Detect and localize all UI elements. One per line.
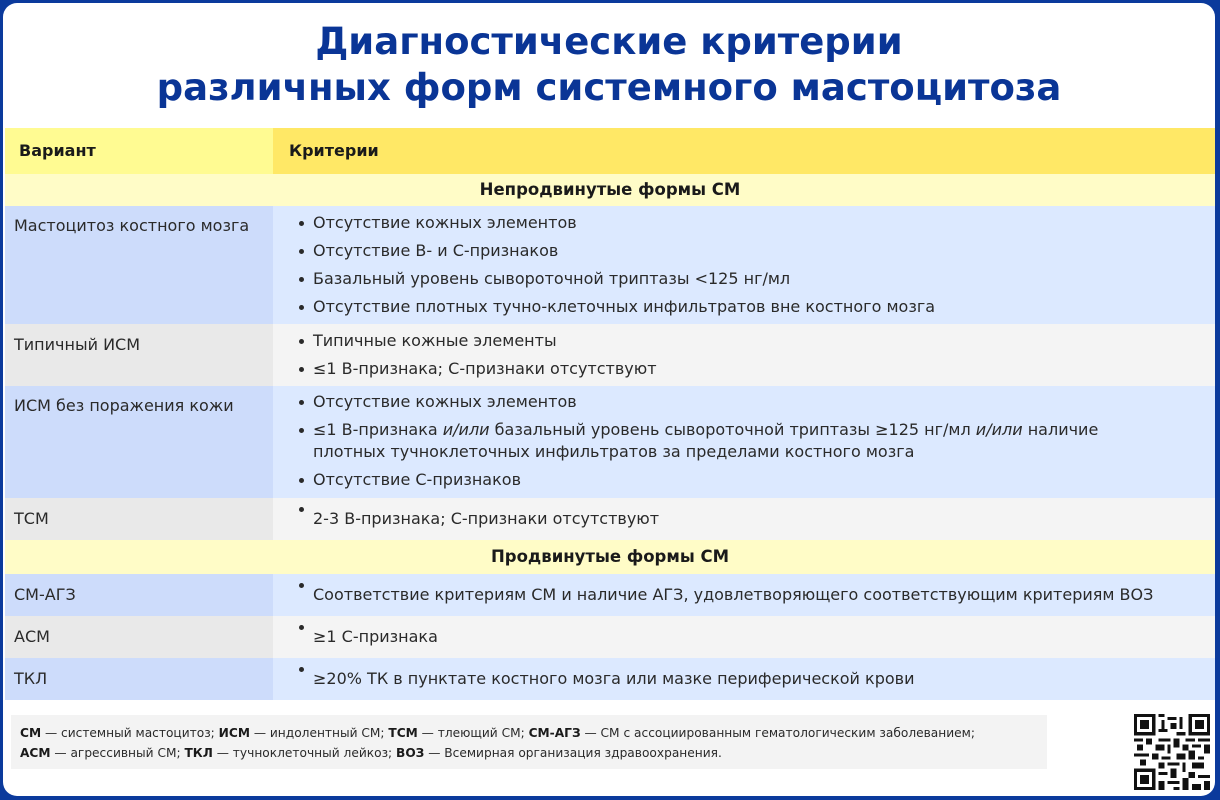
abbreviations-footnote <box>11 715 1047 769</box>
criteria-item: ≤1 В-признака; С-признаки отсутствуют <box>299 358 1215 380</box>
criteria-text: ≤1 В-признака <box>313 420 443 439</box>
criteria-cell <box>273 616 1215 658</box>
section-header-non-advanced: Непродвинутые формы СМ <box>5 174 1215 206</box>
abbr-definition: — агрессивный СМ; <box>50 746 185 760</box>
abbr: ТКЛ <box>184 746 213 760</box>
criteria-text: наличие плотных тучноклеточных инфильтратов за пределами костного мозга <box>313 420 1099 461</box>
column-header-criteria: Критерии <box>273 128 1215 174</box>
criteria-text-italic: и/или <box>975 420 1023 439</box>
criteria-cell <box>273 574 1215 616</box>
abbr-definition: — тлеющий СМ; <box>417 726 529 740</box>
abbr: ИСМ <box>218 726 250 740</box>
table-header-row <box>5 128 1215 174</box>
section-header-advanced: Продвинутые формы СМ <box>5 540 1215 574</box>
variant-cell: Мастоцитоз костного мозга <box>5 206 273 324</box>
abbr-definition: — Всемирная организация здравоохранения. <box>424 746 722 760</box>
variant-cell: Типичный ИСМ <box>5 324 273 386</box>
abbr-definition: — СМ с ассоциированным гематологическим заболеванием; <box>580 726 975 740</box>
abbr: ТСМ <box>388 726 418 740</box>
table-row <box>5 324 1215 386</box>
criteria-cell <box>273 206 1215 324</box>
column-header-variant: Вариант <box>5 128 273 174</box>
criteria-item: Отсутствие С-признаков <box>299 469 1175 491</box>
variant-cell: СМ-АГЗ <box>5 574 273 616</box>
table-row <box>5 616 1215 658</box>
qr-code-icon[interactable] <box>1134 714 1210 790</box>
criteria-item: Отсутствие кожных элементов <box>299 391 1175 413</box>
criteria-item: ≥20% ТК в пунктате костного мозга или мазке периферической крови <box>299 658 1215 700</box>
criteria-item: Базальный уровень сывороточной триптазы <125 нг/мл <box>299 268 1215 290</box>
abbr-definition: — системный мастоцитоз; <box>41 726 219 740</box>
criteria-item: 2-3 В-признака; С-признаки отсутствуют <box>299 498 1215 540</box>
criteria-item: Соответствие критериям СМ и наличие АГЗ, удовлетворяющего соответствующим критериям ВОЗ <box>299 574 1215 616</box>
criteria-item: Типичные кожные элементы <box>299 330 1215 352</box>
abbr-definition: — тучноклеточный лейкоз; <box>212 746 397 760</box>
criteria-cell <box>273 324 1215 386</box>
criteria-item: Отсутствие плотных тучно-клеточных инфильтратов вне костного мозга <box>299 296 1215 318</box>
abbr-definition: — индолентный СМ; <box>249 726 389 740</box>
criteria-cell <box>273 386 1215 498</box>
variant-cell: ТКЛ <box>5 658 273 700</box>
criteria-text-italic: и/или <box>442 420 490 439</box>
criteria-item: Отсутствие В- и С-признаков <box>299 240 1215 262</box>
criteria-table <box>5 128 1215 700</box>
table-row <box>5 658 1215 700</box>
criteria-item: Отсутствие кожных элементов <box>299 212 1215 234</box>
variant-cell: АСМ <box>5 616 273 658</box>
criteria-cell <box>273 658 1215 700</box>
abbr: СМ-АГЗ <box>528 726 581 740</box>
variant-cell: ИСМ без поражения кожи <box>5 386 273 498</box>
abbr: АСМ <box>20 746 51 760</box>
title-line-2: различных форм системного мастоцитоза <box>156 66 1062 109</box>
criteria-cell <box>273 498 1215 540</box>
title-line-1: Диагностические критерии <box>315 20 903 63</box>
table-row <box>5 498 1215 540</box>
abbr: ВОЗ <box>396 746 425 760</box>
criteria-item <box>299 419 1175 463</box>
table-row <box>5 206 1215 324</box>
table-row <box>5 574 1215 616</box>
table-row <box>5 386 1215 498</box>
abbr: СМ <box>20 726 42 740</box>
criteria-item: ≥1 С-признака <box>299 616 1215 658</box>
infographic-frame <box>3 3 1215 796</box>
criteria-text: базальный уровень сывороточной триптазы ≥125 нг/мл <box>489 420 976 439</box>
variant-cell: ТСМ <box>5 498 273 540</box>
page-title <box>3 19 1215 111</box>
